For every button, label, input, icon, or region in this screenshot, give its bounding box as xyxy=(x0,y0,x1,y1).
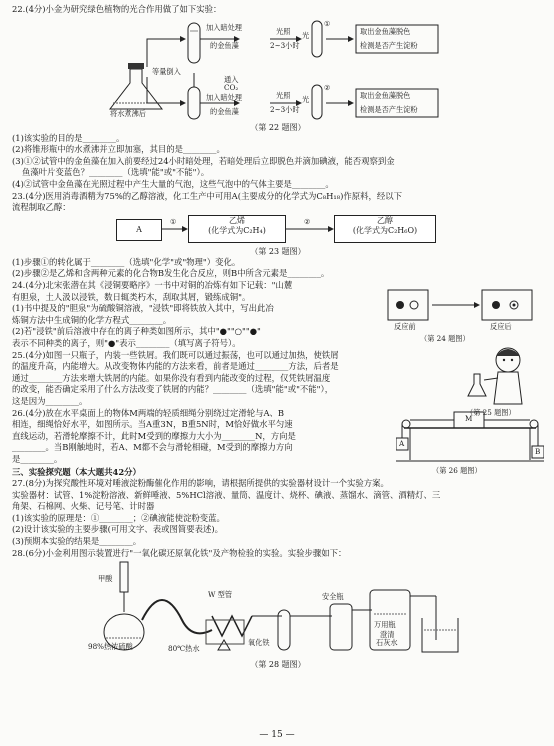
q22-light-top: 光 xyxy=(302,30,310,40)
q24-block xyxy=(12,280,544,350)
q22-item-4: (4)②试管中金鱼藻在光照过程中产生大量的气泡，这些气泡中的气体主要是________。 xyxy=(12,179,334,189)
q22-result-a2: 检测是否产生淀粉 xyxy=(360,40,418,50)
q27-line-6: (3)预期本实验的结果是________。 xyxy=(12,536,142,547)
q22-intro: 22.(4分)小金为研究绿色植物的光合作用做了如下实验： xyxy=(12,4,222,14)
q27-line-4: (1)该实验的原理是：①________；②碘液能使淀粉变蓝。 xyxy=(12,512,225,523)
q28-limewater-2: 石灰水 xyxy=(376,638,398,648)
q22-co2-1: 通入 xyxy=(224,74,239,84)
q28-caption: （第 28 题图） xyxy=(250,660,306,670)
q24-line-2: 有胆泉，土人汲以浸铁，数日辄类朽木，刮取其屑，锻练成铜"。 xyxy=(12,291,251,302)
q22-pour-label: 等量倒入 xyxy=(152,66,181,76)
q23-caption: （第 23 题图） xyxy=(250,246,306,256)
q22-result-b2: 检测是否产生淀粉 xyxy=(360,104,418,114)
q26-line-4: ________。当B刚触地时，若A、M都不会与滑轮相碰，M受到的摩擦力方向 xyxy=(12,442,293,453)
q22-light-top-b: 光 xyxy=(302,94,310,104)
q26-label-a: A xyxy=(399,438,405,448)
q26-line-2: 相连，细绳恰好水平，如图所示。当A重3N，B重5N时，M恰好做水平匀速 xyxy=(12,419,293,430)
q28-figure xyxy=(12,560,544,658)
q28-sulfuric-acid: 98%热浓硫酸 xyxy=(88,642,133,652)
q22-result-b1: 取出金鱼藻脱色 xyxy=(360,90,411,100)
q23-step-2: ② xyxy=(304,216,311,226)
q26-caption: （第 26 题图） xyxy=(432,465,482,475)
q24-line-4: 炼铜方法中生成铜的化学方程式________。 xyxy=(12,314,172,325)
exam-page xyxy=(12,4,544,670)
q23-box-ethylene: 乙烯 (化学式为C₂H₄) xyxy=(188,215,286,243)
q22-light-2: 2~3小时 xyxy=(270,40,300,50)
q23-figure xyxy=(12,215,544,245)
q23-arrows xyxy=(12,215,544,245)
q22-top-branch-1: 加入暗处理 xyxy=(206,22,242,32)
q23-box-ethanol: 乙醇 (化学式为C₂H₆O) xyxy=(334,215,436,243)
q23-item-1: (1)步骤①的转化属于________（选填"化学"或"物理"）变化。 xyxy=(12,256,241,267)
q26-label-m: M xyxy=(465,413,473,423)
q26-figure xyxy=(396,408,544,478)
q26-label-b: B xyxy=(535,446,541,456)
q25-line-5: 这是因为________。 xyxy=(12,395,88,406)
q22-flask-label-1: 将水煮沸后 xyxy=(110,108,146,118)
q24-line-6: 表示不同种类的离子，则"●"表示________（填写离子符号）。 xyxy=(12,337,241,348)
q26-line-3: 直线运动，若滑轮摩擦不计，此时M受到的摩擦力大小为________N，方向是 xyxy=(12,430,296,441)
page-number: — 15 — xyxy=(259,730,295,740)
q22-item-3: (3)①②试管中的金鱼藻在加入前要经过24小时暗处理，若暗处理后立即脱色并滴加碘液，能否观察到金 xyxy=(12,155,395,166)
q22-tube-a: ① xyxy=(324,18,331,28)
q22-item-2: (2)将锥形瓶中的水煮沸并立即加塞，其目的是________。 xyxy=(12,144,225,155)
q25-line-2: 的温度升高，内能增大。从改变物体内能的方法来看，前者是通过________方法，后者是 xyxy=(12,361,339,372)
q22-light-2b: 2~3小时 xyxy=(270,104,300,114)
q28-multi-use-bottle: 万用瓶 xyxy=(374,620,396,630)
q27-line-3: 角架、石棉网、火柴、记号笔、计时器 xyxy=(12,501,155,512)
q24-line-3: (1)书中提及的"胆泉"为硫酸铜溶液，"浸铁"即将铁放入其中，写出此冶 xyxy=(12,303,274,314)
q26-line-1: 26.(4分)放在水平桌面上的物体M两端的轻质细绳分别绕过定滑轮与A、B xyxy=(12,407,285,418)
q27-line-2: 实验器材：试管、1%淀粉溶液、新鲜唾液、5%HCl溶液、量筒、温度计、烧杯、碘液、蒸馏水、滴管、酒精灯、三 xyxy=(12,489,441,500)
q25-line-4: 的改变，能否确定采用了什么方法改变了铁屑的内能？________（选填"能"或"不能"）， xyxy=(12,384,334,395)
q24-before: 反应前 xyxy=(394,322,416,331)
q23-step-1: ① xyxy=(170,216,177,226)
q23-item-2: (2)步骤②是乙烯和含两种元素的化合物B发生化合反应，则B中所含元素是________。 xyxy=(12,268,330,279)
q24-line-1: 24.(4分)北宋张潜在其《浸铜要略序》一书中对铜的冶炼有如下记载："山麓 xyxy=(12,280,293,290)
q28-iron-oxide: 氧化铁 xyxy=(248,638,270,648)
q25-line-1: 25.(4分)如图一只瓶子，内装一些铁屑。我们既可以通过振荡，也可以通过加热，使铁屑 xyxy=(12,349,339,360)
q22-light-1: 光照 xyxy=(276,26,291,36)
q27-line-5: (2)设计该实验的主要步骤(可用文字、表或图简要表述)。 xyxy=(12,524,224,535)
q27-line-1: 27.(8分)为探究酸性环境对唾液淀粉酶催化作用的影响，请根据所提供的实验器材设计一个实验方案。 xyxy=(12,478,389,489)
q23-intro: 23.(4分)医用消毒酒精为75%的乙醇溶液，化工生产中可用A(主要成分的化学式为C₈H₁₈)作原料，经以下 xyxy=(12,190,403,201)
q22-item-3b: 鱼藻叶片变蓝色？________（选填"能"或"不能"）。 xyxy=(22,167,210,178)
q28-limewater-1: 澄清 xyxy=(380,630,395,640)
q28-safety-bottle: 安全瓶 xyxy=(322,592,344,602)
q22-bottom-branch-2: 的金鱼藻 xyxy=(210,106,239,116)
q24-after: 反应后 xyxy=(490,322,512,331)
q22-bottom-branch-1: 加入暗处理 xyxy=(206,92,242,102)
q22-co2-2: CO₂ xyxy=(224,82,239,92)
q28-formic-acid: 甲酸 xyxy=(98,574,113,584)
q26-line-5: 是________。 xyxy=(12,453,63,464)
q22-top-branch-2: 的金鱼藻 xyxy=(210,40,239,50)
q22-light-1b: 光照 xyxy=(276,90,291,100)
q28-intro: 28.(6分)小金利用图示装置进行"一氧化碳还原氧化铁"及产物检验的实验。实验步骤如下： xyxy=(12,547,347,558)
q24-line-5: (2)若"浸铁"前后溶液中存在的离子种类如图所示，其中"●""○""●" xyxy=(12,326,261,337)
q25-girl-with-flask xyxy=(460,344,544,408)
q22-figure xyxy=(12,17,544,121)
q28-w-tube: W 型管 xyxy=(208,590,233,600)
q22-tube-b: ② xyxy=(324,82,331,92)
q23-intro-2: 流程制取乙醇： xyxy=(12,202,71,213)
q24-caption: （第 24 题图） xyxy=(420,334,470,343)
q22-result-a1: 取出金鱼藻脱色 xyxy=(360,26,411,36)
section-3-heading: 三、实验探究题（本大题共42分） xyxy=(12,466,141,477)
q25-caption: （第 25 题图） xyxy=(466,407,516,417)
q25-line-3: 通过________方法来增大铁屑的内能。如果你没有看到内能改变的过程，仅凭铁屑温度 xyxy=(12,372,331,383)
q22-item-1: (1)该实验的目的是________。 xyxy=(12,132,125,143)
q24-figure xyxy=(384,286,544,350)
q22-caption: （第 22 题图） xyxy=(250,122,306,132)
q23-box-a: A xyxy=(116,219,162,241)
q28-hot-water: 80℃热水 xyxy=(168,644,200,654)
